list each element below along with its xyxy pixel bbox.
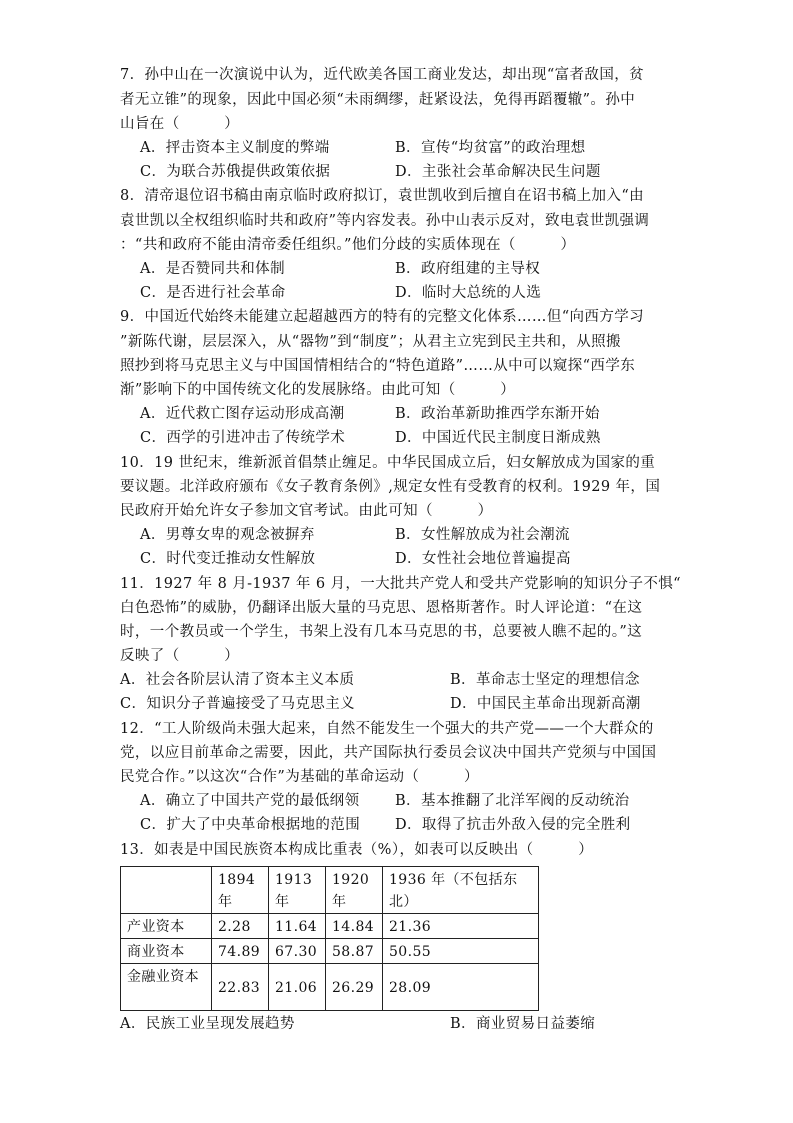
table-cell: 14.84	[326, 914, 383, 939]
question-8-option-c[interactable]: C．是否进行社会革命	[140, 285, 286, 301]
question-12-option-d[interactable]: D．取得了抗击外敌入侵的完全胜利	[395, 817, 631, 833]
table-cell: 26.29	[326, 964, 383, 1011]
question-10-stem-line-1: 10．19 世纪末，维新派首倡禁止缠足。中华民国成立后，妇女解放成为国家的重	[120, 455, 656, 471]
question-12-option-a[interactable]: A．确立了中国共产党的最低纲领	[140, 793, 360, 809]
table-cell: 74.89	[212, 939, 269, 964]
question-7-option-a[interactable]: A．抨击资本主义制度的弊端	[140, 140, 330, 156]
table-row-label: 金融业资本	[121, 964, 212, 1011]
question-10-option-a[interactable]: A．男尊女卑的观念被摒弃	[140, 527, 315, 543]
table-cell: 67.30	[269, 939, 326, 964]
question-12-stem-line-2: 党，以应目前革命之需要，因此，共产国际执行委员会议决中国共产党须与中国国	[120, 745, 657, 761]
question-8-stem-line-2: 袁世凯以全权组织临时共和政府”等内容发表。孙中山表示反对，致电袁世凯强调	[120, 213, 650, 229]
question-7-option-b[interactable]: B．宣传“均贫富”的政治理想	[395, 140, 586, 156]
question-11-stem-line-4: 反映了（ ）	[120, 648, 240, 664]
question-8-option-b[interactable]: B．政府组建的主导权	[395, 261, 541, 277]
capital-composition-table	[120, 866, 539, 1011]
table-header-cell: 1920 年	[326, 867, 383, 914]
question-12-option-b[interactable]: B．基本推翻了北洋军阀的反动统治	[395, 793, 630, 809]
table-cell: 50.55	[383, 939, 539, 964]
question-10-stem-line-2: 要议题。北洋政府颁布《女子教育条例》,规定女性有受教育的权利。1929 年，国	[120, 479, 661, 495]
table-cell: 21.36	[383, 914, 539, 939]
question-12-stem-line-3: 民党合作。”以这次“合作”为基础的革命运动（ ）	[120, 769, 479, 785]
question-9-option-d[interactable]: D．中国近代民主制度日渐成熟	[395, 430, 601, 446]
question-9-option-a[interactable]: A．近代救亡图存运动形成高潮	[140, 406, 345, 422]
question-11-option-b[interactable]: B．革命志士坚定的理想信念	[450, 672, 640, 688]
table-cell: 21.06	[269, 964, 326, 1011]
table-row	[121, 964, 539, 1011]
table-header-row	[121, 867, 539, 914]
question-11-stem-line-1: 11．1927 年 8 月-1937 年 6 月，一大批共产党人和受共产党影响的知识分子不惧“	[120, 576, 681, 592]
question-9-option-c[interactable]: C．西学的引进冲击了传统学术	[140, 430, 346, 446]
table-row-label: 商业资本	[121, 939, 212, 964]
question-10-stem-line-3: 民政府开始允许女子参加文官考试。由此可知（ ）	[120, 503, 493, 519]
question-10-option-c[interactable]: C．时代变迁推动女性解放	[140, 551, 316, 567]
table-header-cell: 1936 年（不包括东北）	[383, 867, 539, 914]
question-12-stem-line-1: 12．“工人阶级尚未强大起来，自然不能发生一个强大的共产党——一个大群众的	[120, 721, 654, 737]
question-13-option-a[interactable]: A．民族工业呈现发展趋势	[120, 1016, 295, 1032]
table-cell: 2.28	[212, 914, 269, 939]
question-7-option-d[interactable]: D．主张社会革命解决民生问题	[395, 164, 601, 180]
question-11-stem-line-2: 白色恐怖”的威胁，仍翻译出版大量的马克思、恩格斯著作。时人评论道：“在这	[120, 600, 643, 616]
table-row	[121, 914, 539, 939]
question-9-option-b[interactable]: B．政治革新助推西学东渐开始	[395, 406, 600, 422]
question-12-option-c[interactable]: C．扩大了中央革命根据地的范围	[140, 817, 361, 833]
question-11-stem-line-3: 时，一个教员或一个学生，书架上没有几本马克思的书，总要被人瞧不起的。”这	[120, 624, 643, 640]
question-10-option-d[interactable]: D．女性社会地位普遍提高	[395, 551, 571, 567]
question-8-option-d[interactable]: D．临时大总统的人选	[395, 285, 542, 301]
table-header-cell: 1913 年	[269, 867, 326, 914]
question-7-stem-line-1: 7．孙中山在一次演说中认为，近代欧美各国工商业发达，却出现“富者敌国，贫	[120, 67, 645, 83]
question-13-option-b[interactable]: B．商业贸易日益萎缩	[450, 1016, 596, 1032]
question-7-option-c[interactable]: C．为联合苏俄提供政策依据	[140, 164, 331, 180]
question-9-stem-line-3: 照抄到将马克思主义与中国国情相结合的“特色道路”……从中可以窥探“西学东	[120, 358, 636, 374]
table-header-cell	[121, 867, 212, 914]
question-13-stem: 13．如表是中国民族资本构成比重表（%），如表可以反映出（ ）	[120, 842, 594, 858]
table-row	[121, 939, 539, 964]
question-7-stem-line-2: 者无立锥”的现象，因此中国必须“未雨绸缪，赶紧设法，免得再蹈覆辙”。孙中	[120, 92, 636, 108]
table-row-label: 产业资本	[121, 914, 212, 939]
question-9-stem-line-4: 渐”影响下的中国传统文化的发展脉络。由此可知（ ）	[120, 382, 516, 398]
question-11-option-c[interactable]: C．知识分子普遍接受了马克思主义	[120, 696, 355, 712]
table-cell: 22.83	[212, 964, 269, 1011]
question-8-stem-line-3: ：“共和政府不能由清帝委任组织。”他们分歧的实质体现在（ ）	[120, 237, 576, 253]
table-cell: 11.64	[269, 914, 326, 939]
table-cell: 28.09	[383, 964, 539, 1011]
question-10-option-b[interactable]: B．女性解放成为社会潮流	[395, 527, 570, 543]
question-9-stem-line-2: ”新陈代谢，层层深入，从“器物”到“制度”；从君主立宪到民主共和，从照搬	[120, 334, 621, 350]
table-header-cell: 1894 年	[212, 867, 269, 914]
question-7-stem-line-3: 山旨在（ ）	[120, 116, 240, 132]
question-11-option-d[interactable]: D．中国民主革命出现新高潮	[450, 696, 641, 712]
question-8-stem-line-1: 8．清帝退位诏书稿由南京临时政府拟订，袁世凯收到后擅自在诏书稿上加入“由	[120, 188, 645, 204]
table-cell: 58.87	[326, 939, 383, 964]
question-11-option-a[interactable]: A．社会各阶层认清了资本主义本质	[120, 672, 355, 688]
question-9-stem-line-1: 9．中国近代始终未能建立起超越西方的特有的完整文化体系……但“向西方学习	[120, 309, 645, 325]
question-8-option-a[interactable]: A．是否赞同共和体制	[140, 261, 285, 277]
